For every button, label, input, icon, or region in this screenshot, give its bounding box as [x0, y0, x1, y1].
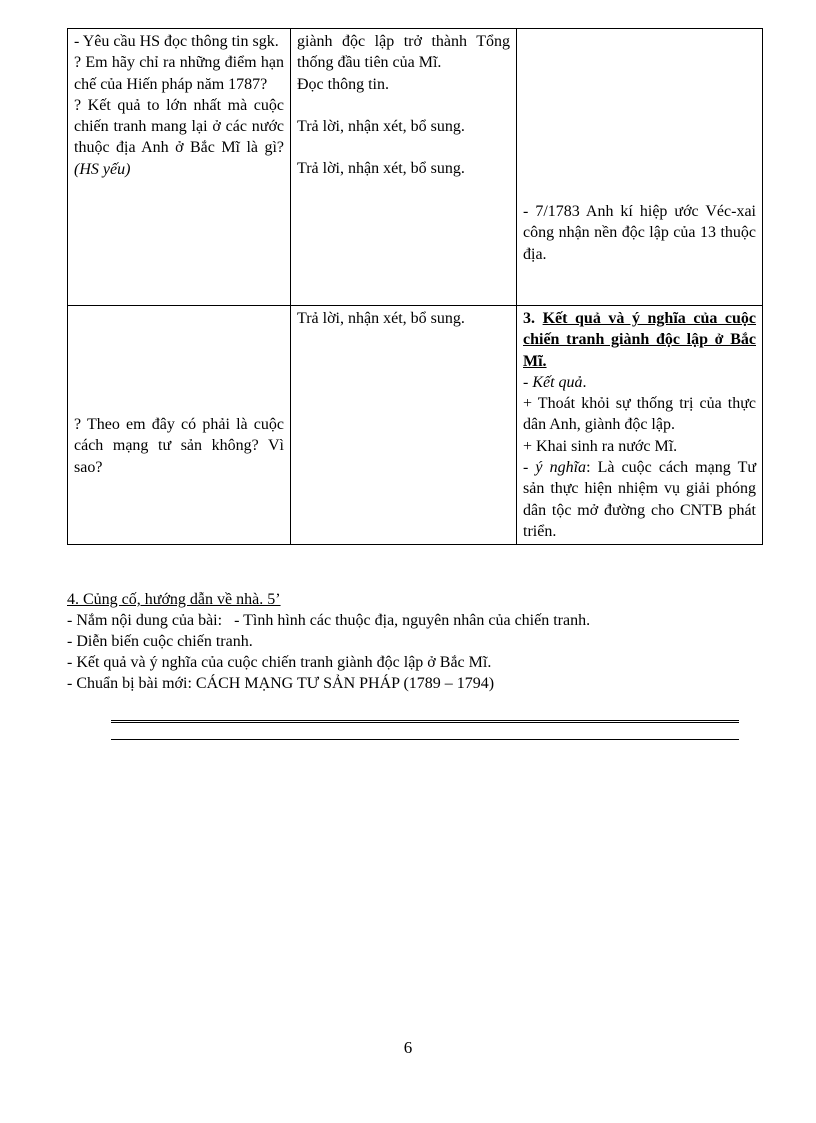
consolidation-line: - Nắm nội dung của bài: - Tình hình các thuộc địa, nguyên nhân của chiến tranh. — [67, 612, 591, 629]
table-row — [68, 306, 763, 545]
student-activity-line: Đọc thông tin. — [297, 75, 389, 93]
lesson-table — [67, 28, 763, 545]
consolidation-line: - Chuẩn bị bài mới: CÁCH MẠNG TƯ SẢN PHÁP (1789 – 1794) — [67, 675, 495, 692]
teacher-question: ? Theo em đây có phải là cuộc cách mạng tư sản không? Vì sao? — [74, 416, 284, 476]
student-activity-line: giành độc lập trở thành Tổng thống đầu tiên của Mĩ. — [297, 33, 510, 72]
teacher-activity-line — [74, 95, 284, 180]
meaning-text: : Là cuộc cách mạng Tư sản thực hiện nhiệm vụ giải phóng dân tộc mở đường cho CNTB phát triển. — [523, 459, 757, 540]
teacher-activity-cell — [68, 29, 291, 306]
meaning-line: - ý nghĩa: Là cuộc cách mạng Tư sản thực hiện nhiệm vụ giải phóng dân tộc mở đường cho CNTB phát triển. — [523, 459, 757, 540]
teacher-activity-line: - Yêu cầu HS đọc thông tin sgk. — [74, 33, 279, 50]
student-level-note: (HS yếu) — [74, 160, 131, 178]
result-item: + Khai sinh ra nước Mĩ. — [523, 437, 678, 455]
section-heading — [523, 308, 756, 372]
consolidation-section — [67, 589, 767, 694]
result-label: Kết quả — [532, 373, 583, 391]
student-activity-line: Trả lời, nhận xét, bổ sung. — [297, 117, 465, 135]
content-cell — [517, 29, 763, 306]
student-activity-cell — [291, 29, 517, 306]
student-activity-line: Trả lời, nhận xét, bổ sung. — [297, 310, 465, 327]
page-number: 6 — [403, 1038, 413, 1057]
student-activity-line: Trả lời, nhận xét, bổ sung. — [297, 160, 465, 178]
consolidation-heading: 4. Củng cố, hướng dẫn về nhà. 5’ — [67, 591, 281, 608]
content-text: - 7/1783 Anh kí hiệp ước Véc-xai công nhận nền độc lập của 13 thuộc địa. — [523, 203, 756, 263]
section-number: 3. — [523, 310, 535, 327]
teacher-activity-line: ? Em hãy chỉ ra những điểm hạn chế của Hiến pháp năm 1787? — [74, 54, 284, 93]
consolidation-line: - Kết quả và ý nghĩa của cuộc chiến tranh giành độc lập ở Bắc Mĩ. — [67, 654, 492, 671]
teacher-activity-cell — [68, 306, 291, 545]
content-cell — [517, 306, 763, 545]
result-item: + Thoát khỏi sự thống trị của thực dân Anh, giành độc lập. — [523, 395, 756, 434]
consolidation-line: - Diễn biến cuộc chiến tranh. — [67, 633, 253, 650]
table-row — [68, 29, 763, 306]
section-title: Kết quả và ý nghĩa của cuộc chiến tranh giành độc lập ở Bắc Mĩ. — [523, 310, 757, 370]
meaning-label: ý nghĩa — [535, 459, 587, 477]
double-rule-divider — [111, 720, 739, 740]
result-label-line: - Kết quả. — [523, 373, 587, 391]
student-activity-cell — [291, 306, 517, 545]
teacher-question-text: ? Kết quả to lớn nhất mà cuộc chiến tranh mang lại ở các nước thuộc địa Anh ở Bắc Mĩ là gì? — [74, 96, 284, 157]
